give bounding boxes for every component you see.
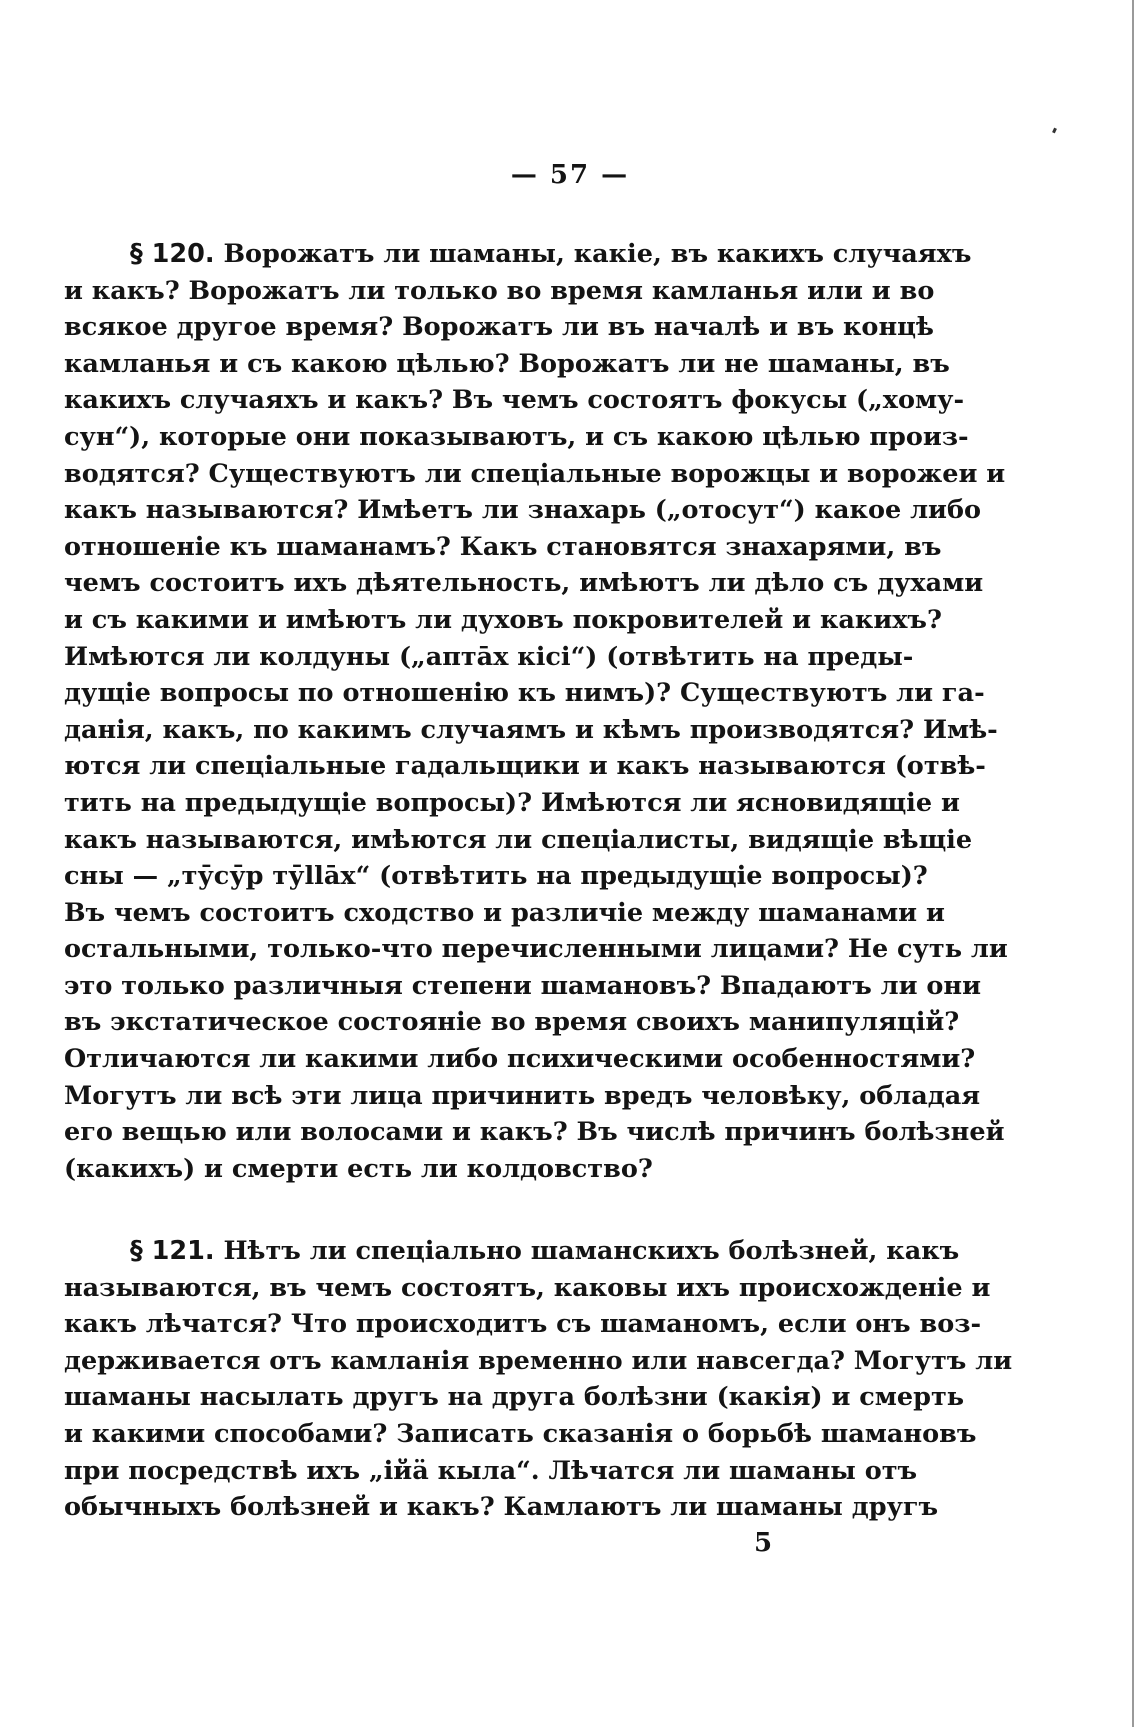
line-text: обычныхъ болѣзней и какъ? Камлаютъ ли шаманы другъ bbox=[64, 1492, 939, 1523]
text-line bbox=[64, 1379, 965, 1416]
line-text: чемъ состоитъ ихъ дѣятельность, имѣютъ ли дѣло съ духами bbox=[64, 568, 984, 599]
text-line bbox=[64, 639, 914, 676]
section-mark: § 121. bbox=[130, 1236, 215, 1266]
line-text: держивается отъ камланія временно или навсегда? Могутъ ли bbox=[64, 1345, 1013, 1376]
line-text: какихъ случаяхъ и какъ? Въ чемъ состоятъ фокусы („хому- bbox=[64, 385, 965, 416]
text-line bbox=[64, 1416, 977, 1453]
text-line bbox=[64, 273, 935, 310]
text-line bbox=[64, 968, 982, 1005]
section-mark: § 120. bbox=[130, 239, 215, 269]
line-text: ются ли спеціальные гадальщики и какъ называются (отвѣ- bbox=[64, 751, 986, 782]
text-line bbox=[64, 1114, 1005, 1151]
text-line bbox=[64, 602, 942, 639]
text-line bbox=[64, 1343, 1013, 1380]
scan-speck bbox=[1052, 128, 1057, 134]
line-text: Ворожатъ ли шаманы, какіе, въ какихъ случаяхъ bbox=[223, 239, 972, 269]
text-line bbox=[64, 382, 965, 419]
text-line bbox=[64, 1489, 939, 1526]
text-line bbox=[64, 712, 998, 749]
text-line bbox=[64, 675, 985, 712]
text-line bbox=[64, 565, 984, 602]
line-text: и какими способами? Записать сказанія о борьбѣ шамановъ bbox=[64, 1418, 977, 1449]
paragraph-section-121 bbox=[64, 1233, 1013, 1526]
line-text: и какъ? Ворожатъ ли только во время камланья или и во bbox=[64, 275, 935, 306]
line-text: при посредствѣ ихъ „ійä кыла“. Лѣчатся ли шаманы отъ bbox=[64, 1455, 918, 1486]
line-text: сны — „тӯсӯр тӯllāх“ (отвѣтить на предыдущіе вопросы)? bbox=[64, 861, 928, 892]
text-line bbox=[64, 931, 1008, 968]
line-text: Имѣются ли колдуны („аптāх кісі“) (отвѣтить на преды- bbox=[64, 641, 914, 672]
text-line bbox=[64, 1041, 976, 1078]
line-text: водятся? Существуютъ ли спеціальные ворожцы и ворожеи и bbox=[64, 458, 1006, 489]
line-text: тить на предыдущіе вопросы)? Имѣются ли ясновидящіе и bbox=[64, 787, 960, 818]
line-text: камланья и съ какою цѣлью? Ворожатъ ли не шаманы, въ bbox=[64, 348, 950, 379]
text-line bbox=[64, 1004, 960, 1041]
text-line bbox=[64, 1306, 982, 1343]
line-text: отношеніе къ шаманамъ? Какъ становятся знахарями, въ bbox=[64, 531, 942, 562]
text-line bbox=[64, 456, 1006, 493]
text-line bbox=[64, 1270, 991, 1307]
text-line bbox=[64, 822, 973, 859]
line-text: сун“), которые они показываютъ, и съ какою цѣлью произ- bbox=[64, 421, 969, 452]
line-text: въ экстатическое состояніе во время своихъ манипуляцій? bbox=[64, 1007, 960, 1038]
text-line bbox=[64, 1233, 960, 1270]
text-line bbox=[64, 748, 986, 785]
line-text: всякое другое время? Ворожатъ ли въ началѣ и въ концѣ bbox=[64, 312, 934, 343]
line-text: Нѣтъ ли спеціально шаманскихъ болѣзней, какъ bbox=[223, 1236, 960, 1266]
page-number: — 57 — bbox=[510, 160, 630, 190]
line-text: данія, какъ, по какимъ случаямъ и кѣмъ производятся? Имѣ- bbox=[64, 714, 998, 745]
text-line bbox=[64, 346, 950, 383]
line-text: его вещью или волосами и какъ? Въ числѣ причинъ болѣзней bbox=[64, 1117, 1005, 1148]
line-text: называются, въ чемъ состоятъ, каковы ихъ происхожденіе и bbox=[64, 1272, 991, 1303]
line-text: Могутъ ли всѣ эти лица причинить вредъ человѣку, обладая bbox=[64, 1080, 981, 1111]
text-line bbox=[64, 529, 942, 566]
text-line bbox=[64, 419, 969, 456]
line-text: Отличаются ли какими либо психическими особенностями? bbox=[64, 1044, 976, 1075]
text-line bbox=[64, 1453, 918, 1490]
text-line bbox=[64, 785, 960, 822]
text-line bbox=[64, 1078, 981, 1115]
line-text: дущіе вопросы по отношенію къ нимъ)? Существуютъ ли га- bbox=[64, 678, 985, 709]
line-text: какъ называются, имѣются ли спеціалисты, видящіе вѣщіе bbox=[64, 824, 973, 855]
signature-mark: 5 bbox=[754, 1528, 773, 1558]
text-line bbox=[64, 309, 934, 346]
line-text: какъ лѣчатся? Что происходитъ съ шаманомъ, если онъ воз- bbox=[64, 1309, 982, 1340]
line-text: шаманы насылать другъ на друга болѣзни (какія) и смерть bbox=[64, 1382, 965, 1413]
line-text: остальными, только-что перечисленными лицами? Не суть ли bbox=[64, 934, 1008, 965]
text-line bbox=[64, 492, 981, 529]
text-line bbox=[64, 236, 972, 273]
scan-edge-line bbox=[1132, 0, 1134, 1727]
line-text: это только различныя степени шамановъ? Впадаютъ ли они bbox=[64, 970, 982, 1001]
line-text: и съ какими и имѣютъ ли духовъ покровителей и какихъ? bbox=[64, 604, 942, 635]
text-line bbox=[64, 1151, 866, 1188]
text-line bbox=[64, 858, 928, 895]
paragraph-section-120 bbox=[64, 236, 1008, 1187]
line-text: какъ называются? Имѣетъ ли знахарь („отосут“) какое либо bbox=[64, 495, 981, 526]
line-text: (какихъ) и смерти есть ли колдовство? bbox=[64, 1153, 653, 1184]
text-line bbox=[64, 895, 945, 932]
line-text: Въ чемъ состоитъ сходство и различіе между шаманами и bbox=[64, 897, 945, 928]
